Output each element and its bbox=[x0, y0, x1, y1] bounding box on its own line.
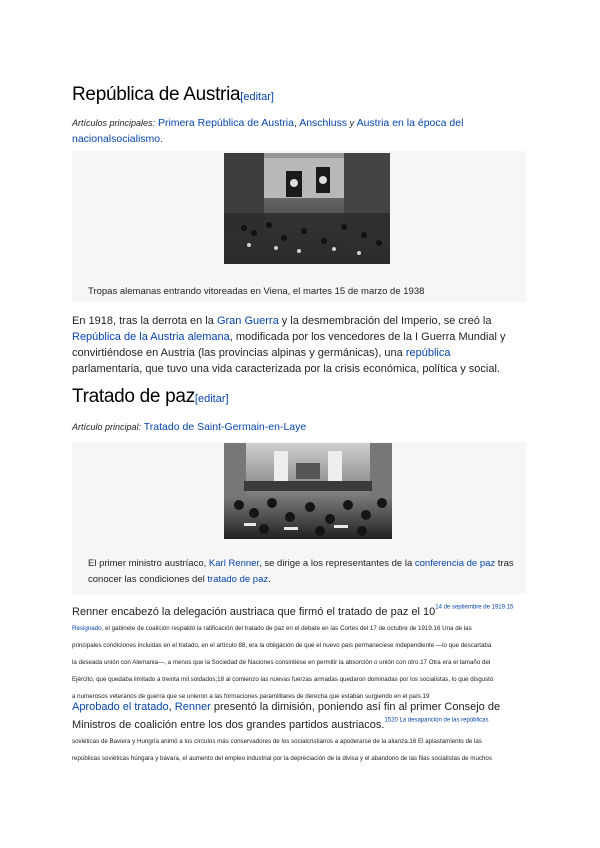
link-republica-austria-alemana[interactable]: República de la Austria alemana bbox=[72, 331, 230, 343]
hatnote-main-articles bbox=[72, 115, 512, 147]
link-austria-nacionalsocialismo[interactable]: Austria en la época del bbox=[356, 117, 464, 129]
edit-bracket-close: ] bbox=[225, 393, 229, 405]
link-tratado-paz[interactable]: tratado de paz bbox=[207, 574, 269, 585]
link-tratado-saint-germain[interactable]: Tratado de Saint-Germain-en-Laye bbox=[143, 421, 307, 433]
paragraph-republica bbox=[72, 313, 532, 377]
small-text: repúblicas soviéticas húngara y bávara, el aumento del empleo industrial por la depreciación de la divisa y el abandono de las filas socialistas de muchos bbox=[72, 755, 492, 762]
footnote-ref[interactable]: 1520 La desaparición de las repúblicas bbox=[384, 717, 489, 724]
photo-image bbox=[224, 443, 392, 539]
text: , modificada por los vencedores de la I Guerra Mundial y bbox=[229, 331, 506, 343]
link-austria-nacionalsocialismo-cont[interactable]: nacionalsocialismo bbox=[72, 133, 161, 145]
link-aprobado-tratado[interactable]: Aprobado el tratado bbox=[72, 701, 169, 713]
edit-link[interactable]: editar bbox=[243, 91, 271, 103]
text: , se dirige a los representantes de la bbox=[259, 558, 415, 569]
text: y la desmembración del Imperio, se creó la bbox=[278, 315, 492, 327]
text: parlamentaria, que tuvo una vida caracterizada por la crisis económica, política y social. bbox=[72, 363, 500, 375]
section-heading: Tratado de paz bbox=[72, 386, 195, 407]
link-karl-renner[interactable]: Karl Renner bbox=[208, 558, 260, 569]
small-text: soviéticas de Baviera y Hungría animó a los círculos más conservadores de los socialcristianos a apoderarse de la alianza.16 El aplastamiento de las bbox=[72, 738, 482, 745]
small-text: la deseada unión con Alemania—, a menos que la Sociedad de Naciones consintiese en permitir la absorción o unión con otro.17 Otra era el tamaño del bbox=[72, 659, 491, 666]
edit-link-wrapper bbox=[195, 393, 229, 405]
text: En 1918, tras la derrota en la bbox=[72, 315, 217, 327]
link-gran-guerra[interactable]: Gran Guerra bbox=[216, 315, 279, 327]
text: Renner encabezó la delegación austriaca que firmó el tratado de paz el 10 bbox=[72, 606, 436, 618]
link-republica[interactable]: república bbox=[405, 347, 451, 359]
hatnote-main-article bbox=[72, 419, 306, 435]
text: conocer las condiciones del bbox=[88, 574, 208, 585]
hatnote-sep: y bbox=[347, 118, 357, 128]
hatnote-prefix: Artículo principal: bbox=[72, 422, 142, 432]
text: . bbox=[268, 574, 271, 585]
small-text: a numerosos veteranos de guerra que se unieron a las formaciones paramilitares de derecha que estaban surgiendo en el país.19 bbox=[72, 693, 430, 700]
text: El primer ministro austríaco, bbox=[88, 558, 209, 569]
edit-link-wrapper bbox=[240, 91, 274, 103]
section-heading-tratado bbox=[72, 386, 229, 408]
hatnote-end: . bbox=[160, 133, 164, 145]
edit-bracket-open: [ bbox=[240, 91, 244, 103]
photo-image bbox=[224, 153, 390, 264]
paragraph-renner bbox=[72, 602, 532, 705]
link-resignado[interactable]: Resignado bbox=[72, 625, 102, 632]
link-anschluss[interactable]: Anschluss bbox=[299, 117, 348, 129]
page-heading: República de Austria bbox=[72, 84, 241, 105]
edit-bracket-close: ] bbox=[270, 91, 274, 103]
thumbnail-caption: Tropas alemanas entrando vitoreadas en Viena, el martes 15 de marzo de 1938 bbox=[88, 286, 425, 297]
thumbnail-caption bbox=[88, 556, 522, 588]
small-text bbox=[72, 620, 532, 637]
text: Ministros de coalición entre los dos grandes partidos austriacos. bbox=[72, 719, 385, 731]
small-text: principales condiciones incluidas en el tratado, en el artículo 88, era la obligación de que el nuevo país permaneciese independiente —lo que descartaba bbox=[72, 642, 492, 649]
hatnote-sep: , bbox=[293, 117, 300, 129]
section-heading-republica bbox=[72, 84, 274, 106]
link-renner[interactable]: Renner bbox=[174, 701, 211, 713]
photo-renner-conference[interactable] bbox=[224, 443, 392, 539]
footnote-ref[interactable]: 14 de septiembre de 1919.15 bbox=[435, 604, 514, 611]
photo-troops-vienna[interactable] bbox=[224, 153, 390, 264]
edit-bracket-open: [ bbox=[194, 393, 198, 405]
text: , el gabinete de coalición respaldó la ratificación del tratado de paz en el debate en las Cortes del 17 de octubre de 1919.16 Una de las bbox=[101, 625, 472, 632]
text: convirtiéndose en Austria (las provincias alpinas y germánicas), una bbox=[72, 347, 406, 359]
text: presentó la dimisión, poniendo así fin al primer Consejo de bbox=[210, 701, 501, 713]
text: , bbox=[168, 701, 175, 713]
text-line bbox=[72, 699, 532, 715]
link-primera-republica[interactable]: Primera República de Austria bbox=[157, 117, 294, 129]
link-conferencia-paz[interactable]: conferencia de paz bbox=[414, 558, 496, 569]
edit-link[interactable]: editar bbox=[197, 393, 226, 405]
small-text: Ejército, que quedaba limitado a treinta mil soldados;18 al comienzo las nuevas fuerzas armadas quedaron dominadas por los socialistas, lo que disgustó bbox=[72, 676, 494, 683]
text: tras bbox=[495, 558, 514, 569]
hatnote-prefix: Artículos principales: bbox=[72, 118, 156, 128]
paragraph-aprobado bbox=[72, 699, 532, 767]
